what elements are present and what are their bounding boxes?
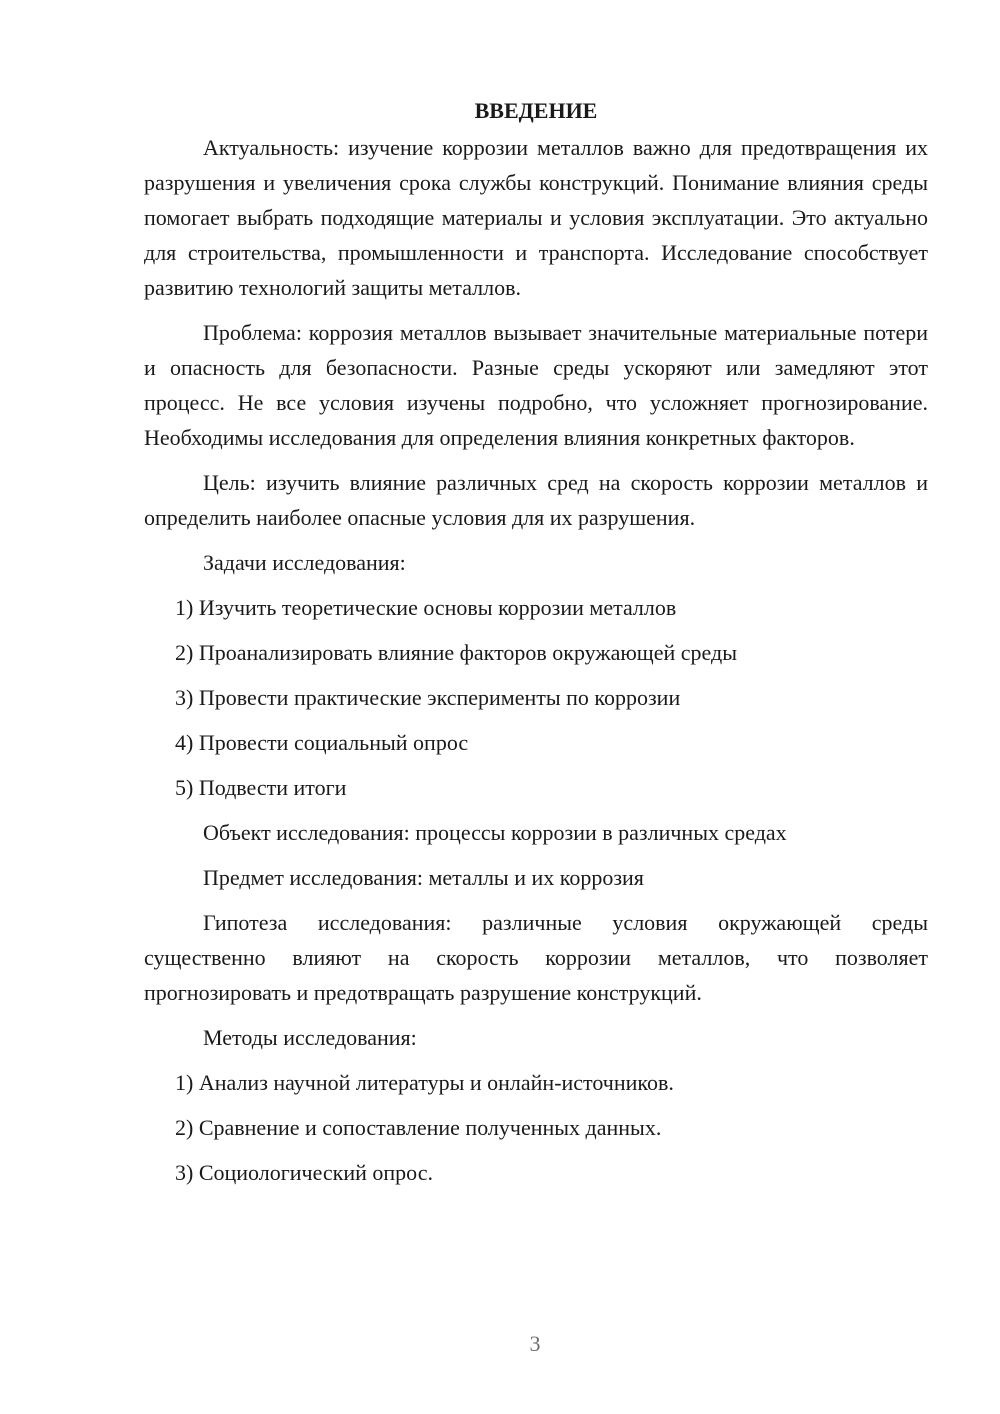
page-body <box>144 93 928 1200</box>
goal-paragraph: Цель: изучить влияние различных сред на скорость коррозии металлов и определить наиболее опасные условия для их разрушения. <box>144 470 928 530</box>
task-item: 3) Провести практические эксперименты по коррозии <box>175 685 681 710</box>
method-item: 2) Сравнение и сопоставление полученных данных. <box>175 1115 662 1140</box>
task-item: 5) Подвести итоги <box>175 775 347 800</box>
task-item: 4) Провести социальный опрос <box>175 730 469 755</box>
method-item: 1) Анализ научной литературы и онлайн-источников. <box>175 1070 674 1095</box>
section-heading: ВВЕДЕНИЕ <box>474 98 598 123</box>
tasks-title: Задачи исследования: <box>203 550 406 575</box>
method-item: 3) Социологический опрос. <box>175 1160 433 1185</box>
research-subject: Предмет исследования: металлы и их коррозия <box>203 865 644 890</box>
relevance-paragraph: Актуальность: изучение коррозии металлов важно для предотвращения их разрушения и увеличения срока службы конструкций. Понимание влияния среды помогает выбрать подходящие материалы и условия эксплуатации. Это актуально для строительства, промышленности и транспорта. Исследование способствует развитию технологий защиты металлов. <box>144 135 928 300</box>
methods-list <box>144 1065 928 1190</box>
task-item: 1) Изучить теоретические основы коррозии металлов <box>175 595 677 620</box>
research-object: Объект исследования: процессы коррозии в различных средах <box>203 820 787 845</box>
tasks-list <box>144 590 928 805</box>
problem-paragraph: Проблема: коррозия металлов вызывает значительные материальные потери и опасность для безопасности. Разные среды ускоряют или замедляют этот процесс. Не все условия изучены подробно, что усложняет прогнозирование. Необходимы исследования для определения влияния конкретных факторов. <box>144 320 928 450</box>
hypothesis-paragraph: Гипотеза исследования: различные условия окружающей среды существенно влияют на скорость коррозии металлов, что позволяет прогнозировать и предотвращать разрушение конструкций. <box>144 910 928 1005</box>
page-number: 3 <box>529 1331 541 1356</box>
methods-title: Методы исследования: <box>203 1025 417 1050</box>
task-item: 2) Проанализировать влияние факторов окружающей среды <box>175 640 737 665</box>
